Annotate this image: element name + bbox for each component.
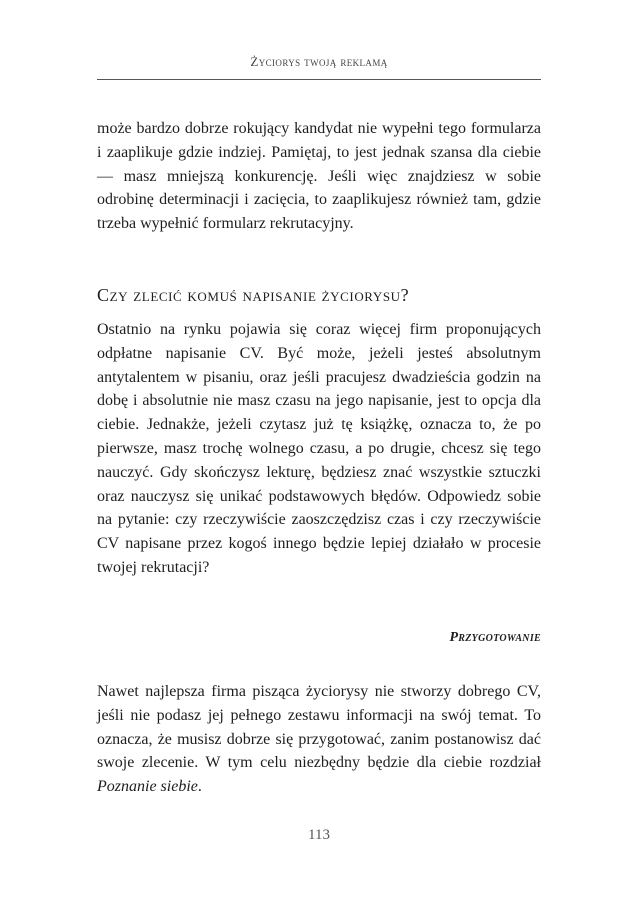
running-head: Życiorys twoją reklamą (250, 54, 388, 69)
paragraph-1: może bardzo dobrze rokujący kandydat nie wypełni tego formularza i zaaplikuje gdzie indziej. Pamiętaj, to jest jednak szansa dla ciebie — masz mniejszą konkurencję. Jeśli więc znajdziesz w sobie odrobinę determinacji i zacięcia, to zaaplikujesz również tam, gdzie trzeba wypełnić formularz rekrutacyjny. (97, 120, 541, 233)
paragraph-3 (97, 680, 541, 799)
paragraph-3-end: . (197, 778, 202, 796)
section-heading: Czy zlecić komuś napisanie życiorysu? (97, 285, 410, 305)
page-number: 113 (308, 827, 330, 843)
chapter-reference: Poznanie siebie (97, 778, 198, 796)
subheading: Przygotowanie (449, 630, 541, 645)
paragraph-3-text: Nawet najlepsza firma pisząca życiorysy nie stworzy dobrego CV, jeśli nie podasz jej pełnego zestawu informacji na swój temat. To oznacza, że musisz dobrze się przygotować, zanim postanowisz dać swoje zlecenie. W tym celu niezbędny będzie dla ciebie rozdział (97, 683, 541, 772)
header-rule (97, 79, 541, 80)
paragraph-2: Ostatnio na rynku pojawia się coraz więcej firm proponujących odpłatne napisanie CV. Być może, jeżeli jesteś absolutnym antytalentem w pisaniu, oraz jeśli pracujesz dwadzieścia godzin na dobę i absolutnie nie masz czasu na jego napisanie, jest to opcja dla ciebie. Jednakże, jeżeli czytasz już tę książkę, oznacza to, że po pierwsze, masz trochę wolnego czasu, a po drugie, chcesz się tego nauczyć. Gdy skończysz lekturę, będziesz znać wszystkie sztuczki oraz nauczysz się unikać podstawowych błędów. Odpowiedz sobie na pytanie: czy rzeczywiście zaoszczędzisz czas i czy rzeczywiście CV napisane przez kogoś innego będzie lepiej działało w procesie twojej rekrutacji? (97, 321, 541, 576)
